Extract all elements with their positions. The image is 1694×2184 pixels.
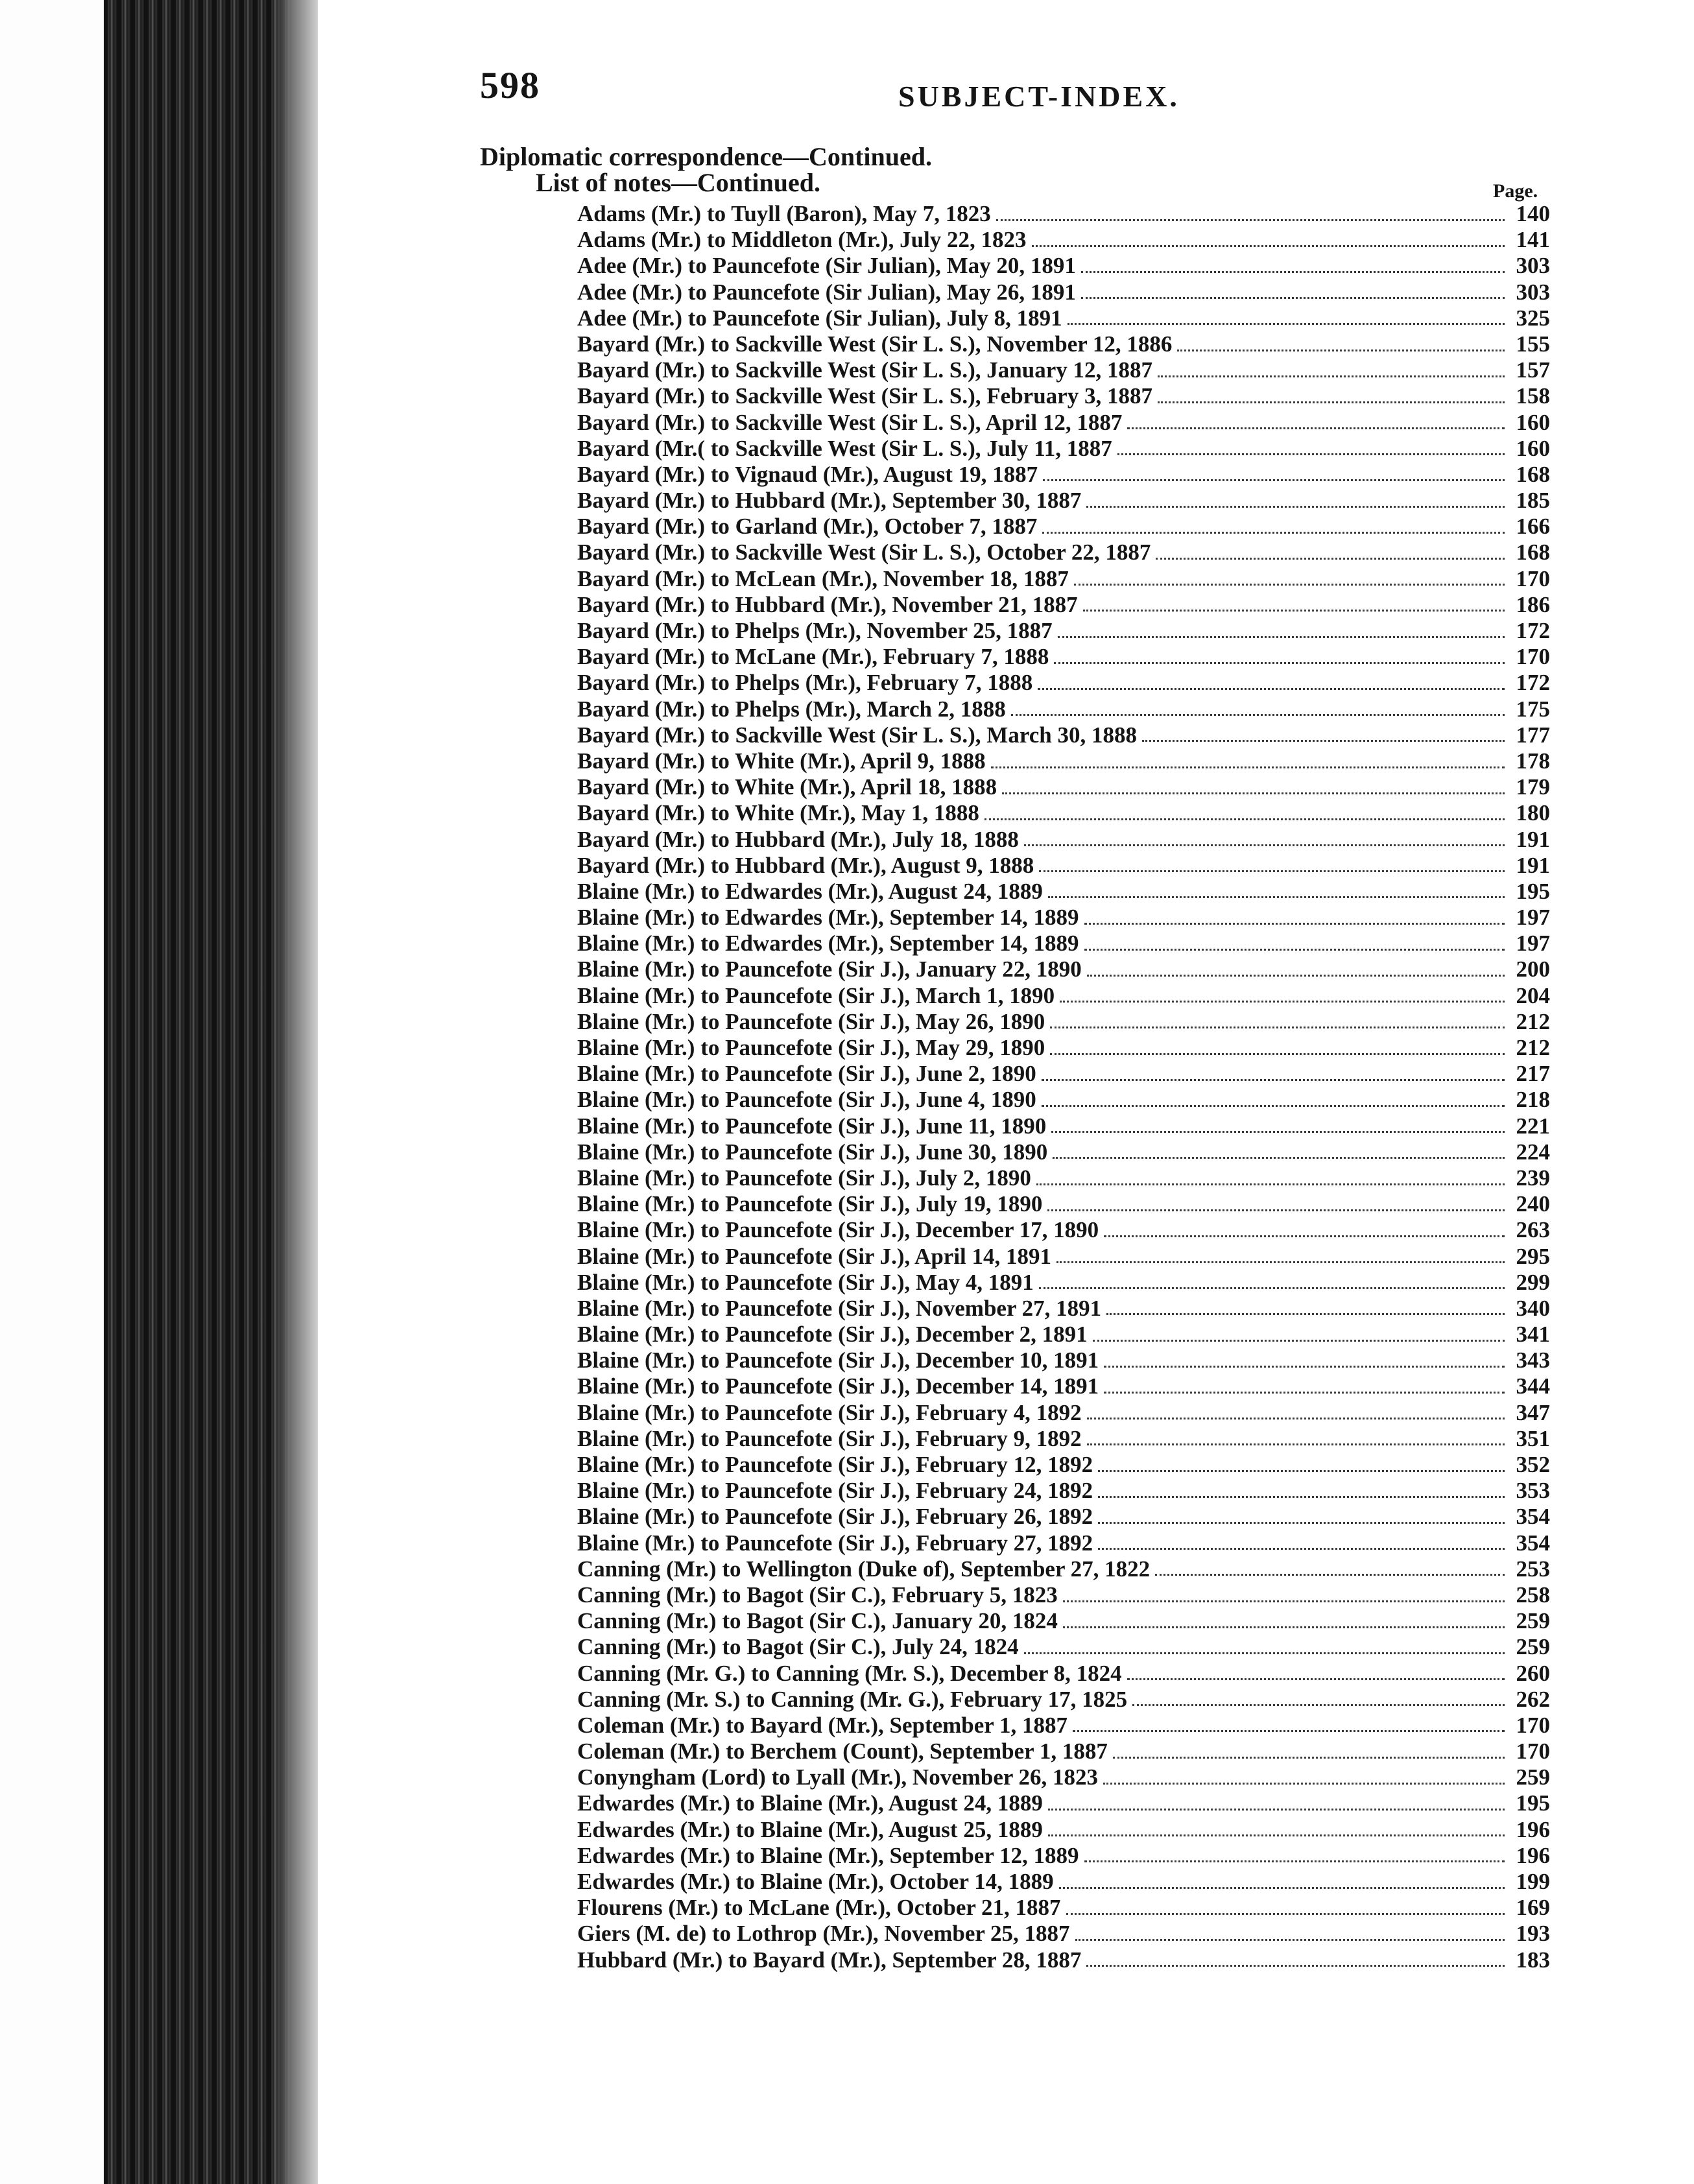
- index-entry-text: Bayard (Mr.) to Sackville West (Sir L. S.), February 3, 1887: [577, 383, 1152, 409]
- index-entry: [577, 1035, 1550, 1061]
- index-entry-page: 303: [1516, 253, 1550, 279]
- index-entry-text: Canning (Mr.) to Wellington (Duke of), September 27, 1822: [577, 1556, 1151, 1582]
- index-entry-text: Blaine (Mr.) to Pauncefote (Sir J.), December 2, 1891: [577, 1322, 1088, 1347]
- index-entry-list: [577, 201, 1550, 1973]
- index-entry: [577, 1504, 1550, 1530]
- index-entry-text: Blaine (Mr.) to Pauncefote (Sir J.), July 19, 1890: [577, 1191, 1043, 1217]
- index-entry: [577, 488, 1550, 514]
- index-entry-page: 240: [1516, 1191, 1550, 1217]
- index-entry-text: Adee (Mr.) to Pauncefote (Sir Julian), May 26, 1891: [577, 279, 1076, 305]
- dot-leader: [1177, 350, 1505, 351]
- index-entry-text: Bayard (Mr.) to Sackville West (Sir L. S.), March 30, 1888: [577, 722, 1137, 748]
- index-entry-text: Blaine (Mr.) to Pauncefote (Sir J.), February 24, 1892: [577, 1478, 1093, 1504]
- index-entry: [577, 253, 1550, 279]
- dot-leader: [1087, 1418, 1505, 1419]
- index-entry: [577, 1739, 1550, 1764]
- dot-leader: [1074, 584, 1505, 586]
- index-entry: [577, 827, 1550, 853]
- index-entry-page: 259: [1516, 1608, 1550, 1634]
- dot-leader: [1117, 453, 1505, 455]
- dot-leader: [1086, 1965, 1505, 1967]
- index-entry-text: Bayard (Mr.) to Sackville West (Sir L. S.), April 12, 1887: [577, 409, 1123, 435]
- index-entry: [577, 279, 1550, 305]
- index-entry-page: 195: [1516, 878, 1550, 904]
- index-entry-page: 140: [1516, 201, 1550, 226]
- dot-leader: [1087, 975, 1505, 977]
- dot-leader: [1024, 1652, 1505, 1654]
- index-entry: [577, 931, 1550, 956]
- index-entry: [577, 1087, 1550, 1113]
- index-entry-text: Bayard (Mr.) to White (Mr.), May 1, 1888: [577, 800, 979, 826]
- index-entry-page: 217: [1516, 1061, 1550, 1087]
- index-entry-text: Blaine (Mr.) to Pauncefote (Sir J.), December 17, 1890: [577, 1217, 1099, 1243]
- index-entry-page: 325: [1516, 305, 1550, 331]
- index-entry-text: Bayard (Mr.) to Vignaud (Mr.), August 19, 1887: [577, 461, 1038, 487]
- index-entry-text: Blaine (Mr.) to Pauncefote (Sir J.), February 12, 1892: [577, 1452, 1093, 1477]
- running-head: SUBJECT-INDEX.: [898, 80, 1180, 113]
- dot-leader: [1063, 1600, 1505, 1602]
- index-entry-text: Bayard (Mr.) to Sackville West (Sir L. S.), November 12, 1886: [577, 331, 1173, 357]
- index-entry-page: 212: [1516, 1035, 1550, 1060]
- dot-leader: [1039, 870, 1505, 872]
- index-entry-text: Canning (Mr. G.) to Canning (Mr. S.), December 8, 1824: [577, 1660, 1122, 1686]
- index-entry: [577, 1764, 1550, 1790]
- index-entry-page: 224: [1516, 1139, 1550, 1165]
- index-entry: [577, 1165, 1550, 1191]
- index-entry-text: Blaine (Mr.) to Pauncefote (Sir J.), February 4, 1892: [577, 1399, 1082, 1425]
- index-entry: [577, 1790, 1550, 1816]
- dot-leader: [1098, 1496, 1505, 1498]
- index-entry-text: Bayard (Mr.) to Phelps (Mr.), February 7, 1888: [577, 670, 1033, 696]
- index-entry-page: 183: [1516, 1947, 1550, 1973]
- index-entry-text: Adee (Mr.) to Pauncefote (Sir Julian), May 20, 1891: [577, 253, 1076, 279]
- index-entry-page: 354: [1516, 1504, 1550, 1530]
- index-entry-text: Blaine (Mr.) to Edwardes (Mr.), September 14, 1889: [577, 931, 1079, 956]
- index-entry-page: 179: [1516, 774, 1550, 800]
- dot-leader: [1155, 1574, 1505, 1576]
- dot-leader: [1059, 1887, 1505, 1889]
- index-entry: [577, 1373, 1550, 1399]
- index-entry: [577, 1426, 1550, 1452]
- dot-leader: [1024, 844, 1505, 846]
- dot-leader: [1083, 610, 1505, 611]
- dot-leader: [1066, 1913, 1505, 1915]
- index-entry: [577, 1244, 1550, 1270]
- index-entry-text: Bayard (Mr.) to Hubbard (Mr.), September 30, 1887: [577, 488, 1082, 514]
- dot-leader: [1093, 1340, 1505, 1342]
- index-entry: [577, 1270, 1550, 1296]
- index-entry-page: 170: [1516, 644, 1550, 670]
- index-entry: [577, 1582, 1550, 1608]
- index-entry: [577, 436, 1550, 462]
- dot-leader: [1073, 1730, 1505, 1732]
- index-entry-page: 180: [1516, 800, 1550, 826]
- dot-leader: [1036, 1183, 1505, 1185]
- index-entry: [577, 357, 1550, 383]
- index-entry-text: Blaine (Mr.) to Edwardes (Mr.), September 14, 1889: [577, 905, 1079, 931]
- dot-leader: [1132, 1704, 1505, 1706]
- index-entry-page: 172: [1516, 618, 1550, 643]
- index-entry-text: Canning (Mr.) to Bagot (Sir C.), July 24, 1824: [577, 1634, 1019, 1660]
- index-entry: [577, 1947, 1550, 1973]
- index-entry-text: Canning (Mr.) to Bagot (Sir C.), January 20, 1824: [577, 1608, 1058, 1634]
- dot-leader: [1075, 1939, 1505, 1941]
- dot-leader: [1042, 1079, 1505, 1081]
- index-entry-text: Blaine (Mr.) to Pauncefote (Sir J.), June 4, 1890: [577, 1087, 1036, 1113]
- index-entry-text: Hubbard (Mr.) to Bayard (Mr.), September 28, 1887: [577, 1947, 1082, 1973]
- index-entry-page: 303: [1516, 279, 1550, 305]
- index-entry-page: 200: [1516, 956, 1550, 982]
- index-entry-page: 260: [1516, 1660, 1550, 1686]
- dot-leader: [1086, 506, 1505, 508]
- index-entry-page: 352: [1516, 1452, 1550, 1477]
- index-entry: [577, 410, 1550, 436]
- dot-leader: [1156, 558, 1505, 560]
- index-entry-page: 258: [1516, 1582, 1550, 1608]
- index-entry-text: Blaine (Mr.) to Pauncefote (Sir J.), March 1, 1890: [577, 982, 1055, 1008]
- index-entry-text: Blaine (Mr.) to Pauncefote (Sir J.), June 2, 1890: [577, 1061, 1036, 1087]
- dot-leader: [1158, 375, 1505, 377]
- dot-leader: [1032, 245, 1505, 247]
- dot-leader: [1053, 1157, 1505, 1159]
- index-entry-text: Blaine (Mr.) to Pauncefote (Sir J.), February 27, 1892: [577, 1530, 1093, 1556]
- index-entry-text: Bayard (Mr.) to White (Mr.), April 9, 1888: [577, 748, 986, 774]
- index-entry-text: Bayard (Mr.) to Phelps (Mr.), March 2, 1888: [577, 696, 1006, 722]
- index-entry: [577, 956, 1550, 982]
- index-entry-text: Adams (Mr.) to Middleton (Mr.), July 22, 1823: [577, 227, 1027, 253]
- dot-leader: [1098, 1548, 1505, 1550]
- index-entry-text: Bayard (Mr.) to Sackville West (Sir L. S.), October 22, 1887: [577, 540, 1151, 565]
- index-entry-page: 212: [1516, 1008, 1550, 1034]
- index-entry-page: 168: [1516, 461, 1550, 487]
- index-entry-page: 204: [1516, 982, 1550, 1008]
- index-entry: [577, 905, 1550, 931]
- index-entry: [577, 1061, 1550, 1087]
- index-entry-page: 170: [1516, 1712, 1550, 1738]
- index-entry-page: 177: [1516, 722, 1550, 748]
- index-entry-page: 195: [1516, 1790, 1550, 1816]
- index-entry: [577, 331, 1550, 357]
- index-entry-page: 221: [1516, 1113, 1550, 1139]
- index-entry: [577, 722, 1550, 748]
- index-entry: [577, 1347, 1550, 1373]
- index-entry: [577, 1921, 1550, 1947]
- dot-leader: [1104, 1392, 1505, 1394]
- index-entry-page: 343: [1516, 1347, 1550, 1373]
- dot-leader: [1158, 401, 1505, 403]
- index-entry: [577, 566, 1550, 592]
- index-entry: [577, 1661, 1550, 1687]
- index-entry: [577, 644, 1550, 670]
- index-entry-text: Blaine (Mr.) to Pauncefote (Sir J.), June 11, 1890: [577, 1113, 1047, 1139]
- index-entry-text: Bayard (Mr.( to Sackville West (Sir L. S.), July 11, 1887: [577, 435, 1112, 461]
- dot-leader: [1002, 792, 1505, 794]
- index-entry-text: Blaine (Mr.) to Pauncefote (Sir J.), April 14, 1891: [577, 1243, 1052, 1269]
- index-entry-text: Blaine (Mr.) to Pauncefote (Sir J.), May 29, 1890: [577, 1035, 1045, 1060]
- index-entry-page: 262: [1516, 1686, 1550, 1712]
- dot-leader: [1048, 896, 1505, 898]
- index-entry-text: Blaine (Mr.) to Pauncefote (Sir J.), May 26, 1890: [577, 1008, 1045, 1034]
- index-entry-page: 259: [1516, 1634, 1550, 1660]
- dot-leader: [984, 818, 1505, 820]
- dot-leader: [1081, 271, 1505, 273]
- dot-leader: [1048, 1834, 1505, 1836]
- index-entry-text: Bayard (Mr.) to McLean (Mr.), November 18, 1887: [577, 565, 1069, 591]
- index-entry: [577, 983, 1550, 1009]
- dot-leader: [1084, 1860, 1505, 1862]
- index-entry: [577, 1634, 1550, 1660]
- index-entry-text: Coleman (Mr.) to Berchem (Count), September 1, 1887: [577, 1739, 1108, 1764]
- index-entry-page: 295: [1516, 1243, 1550, 1269]
- index-entry: [577, 800, 1550, 826]
- index-entry-page: 191: [1516, 826, 1550, 852]
- index-entry-text: Edwardes (Mr.) to Blaine (Mr.), October 14, 1889: [577, 1869, 1054, 1894]
- index-entry-text: Blaine (Mr.) to Pauncefote (Sir J.), December 14, 1891: [577, 1373, 1099, 1399]
- index-entry-text: Canning (Mr. S.) to Canning (Mr. G.), February 17, 1825: [577, 1686, 1128, 1712]
- dot-leader: [1098, 1522, 1505, 1524]
- index-entry: [577, 1452, 1550, 1478]
- dot-leader: [1042, 1105, 1505, 1107]
- index-entry-page: 347: [1516, 1399, 1550, 1425]
- index-entry-page: 199: [1516, 1869, 1550, 1894]
- index-entry: [577, 1843, 1550, 1869]
- dot-leader: [1081, 297, 1505, 299]
- index-entry-page: 191: [1516, 852, 1550, 878]
- dot-leader: [1042, 532, 1505, 534]
- index-entry-page: 196: [1516, 1842, 1550, 1868]
- index-entry-page: 168: [1516, 540, 1550, 565]
- index-entry: [577, 853, 1550, 879]
- index-entry: [577, 1817, 1550, 1843]
- index-entry: [577, 462, 1550, 488]
- index-entry-page: 170: [1516, 565, 1550, 591]
- dot-leader: [1068, 323, 1505, 325]
- index-entry: [577, 1869, 1550, 1895]
- index-entry-text: Blaine (Mr.) to Pauncefote (Sir J.), July 2, 1890: [577, 1165, 1031, 1191]
- dot-leader: [1104, 1235, 1505, 1237]
- dot-leader: [1056, 1261, 1505, 1263]
- index-entry: [577, 618, 1550, 644]
- index-entry: [577, 696, 1550, 722]
- index-entry-page: 160: [1516, 409, 1550, 435]
- index-entry-text: Blaine (Mr.) to Pauncefote (Sir J.), May 4, 1891: [577, 1269, 1034, 1295]
- index-entry: [577, 1895, 1550, 1921]
- index-entry-text: Blaine (Mr.) to Pauncefote (Sir J.), December 10, 1891: [577, 1347, 1099, 1373]
- dot-leader: [1127, 1678, 1505, 1680]
- index-entry-page: 239: [1516, 1165, 1550, 1191]
- dot-leader: [1047, 1209, 1505, 1211]
- dot-leader: [1058, 636, 1505, 638]
- dot-leader: [1084, 949, 1505, 951]
- index-entry: [577, 383, 1550, 409]
- index-entry-text: Bayard (Mr.) to Hubbard (Mr.), November 21, 1887: [577, 591, 1078, 617]
- index-entry-page: 157: [1516, 357, 1550, 383]
- dot-leader: [1050, 1053, 1505, 1055]
- index-entry-text: Bayard (Mr.) to Hubbard (Mr.), August 9, 1888: [577, 852, 1034, 878]
- index-entry-text: Adee (Mr.) to Pauncefote (Sir Julian), July 8, 1891: [577, 305, 1062, 331]
- index-entry-page: 299: [1516, 1269, 1550, 1295]
- index-entry-page: 170: [1516, 1739, 1550, 1764]
- index-entry: [577, 774, 1550, 800]
- index-entry: [577, 1400, 1550, 1426]
- index-entry: [577, 1322, 1550, 1347]
- index-entry-text: Giers (M. de) to Lothrop (Mr.), November 25, 1887: [577, 1921, 1070, 1947]
- index-entry-text: Blaine (Mr.) to Pauncefote (Sir J.), February 26, 1892: [577, 1504, 1093, 1530]
- index-entry-text: Bayard (Mr.) to Sackville West (Sir L. S.), January 12, 1887: [577, 357, 1153, 383]
- index-entry-page: 158: [1516, 383, 1550, 409]
- book-spine: [104, 0, 318, 2184]
- index-entry-text: Blaine (Mr.) to Edwardes (Mr.), August 24, 1889: [577, 878, 1043, 904]
- index-entry: [577, 670, 1550, 696]
- index-entry: [577, 879, 1550, 905]
- index-entry: [577, 540, 1550, 565]
- dot-leader: [1063, 1626, 1505, 1628]
- index-entry-text: Bayard (Mr.) to Hubbard (Mr.), July 18, 1888: [577, 826, 1019, 852]
- index-entry: [577, 1608, 1550, 1634]
- dot-leader: [1087, 1443, 1505, 1445]
- index-entry: [577, 748, 1550, 774]
- index-entry-page: 197: [1516, 931, 1550, 956]
- index-entry-page: 166: [1516, 514, 1550, 540]
- index-entry-text: Adams (Mr.) to Tuyll (Baron), May 7, 1823: [577, 201, 991, 226]
- index-entry-text: Coleman (Mr.) to Bayard (Mr.), September 1, 1887: [577, 1712, 1068, 1738]
- section-subheading: List of notes—Continued.: [536, 168, 820, 197]
- index-entry-page: 196: [1516, 1816, 1550, 1842]
- index-entry: [577, 1478, 1550, 1504]
- index-entry-page: 351: [1516, 1425, 1550, 1451]
- index-entry-text: Blaine (Mr.) to Pauncefote (Sir J.), November 27, 1891: [577, 1295, 1102, 1321]
- index-entry: [577, 592, 1550, 618]
- index-entry: [577, 305, 1550, 331]
- dot-leader: [1103, 1783, 1505, 1785]
- index-entry: [577, 227, 1550, 253]
- dot-leader: [1038, 688, 1505, 690]
- dot-leader: [1098, 1470, 1505, 1472]
- index-entry-page: 178: [1516, 748, 1550, 774]
- index-entry: [577, 514, 1550, 540]
- index-entry: [577, 1191, 1550, 1217]
- index-entry: [577, 1139, 1550, 1165]
- index-entry-text: Bayard (Mr.) to White (Mr.), April 18, 1888: [577, 774, 997, 800]
- page-column-label: Page.: [1493, 180, 1538, 202]
- dot-leader: [1113, 1757, 1505, 1759]
- dot-leader: [1051, 1131, 1505, 1133]
- index-entry-page: 340: [1516, 1295, 1550, 1321]
- dot-leader: [1048, 1809, 1505, 1810]
- dot-leader: [1106, 1313, 1505, 1315]
- index-entry-text: Bayard (Mr.) to McLane (Mr.), February 7, 1888: [577, 644, 1049, 670]
- index-entry-text: Blaine (Mr.) to Pauncefote (Sir J.), June 30, 1890: [577, 1139, 1048, 1165]
- index-entry: [577, 1713, 1550, 1739]
- index-entry-page: 341: [1516, 1322, 1550, 1347]
- index-entry-page: 197: [1516, 905, 1550, 931]
- index-entry-text: Conyngham (Lord) to Lyall (Mr.), November 26, 1823: [577, 1764, 1099, 1790]
- index-entry-page: 175: [1516, 696, 1550, 722]
- index-entry-text: Bayard (Mr.) to Garland (Mr.), October 7, 1887: [577, 514, 1038, 540]
- dot-leader: [1104, 1366, 1505, 1368]
- index-entry-text: Blaine (Mr.) to Pauncefote (Sir J.), January 22, 1890: [577, 956, 1082, 982]
- index-entry-text: Bayard (Mr.) to Phelps (Mr.), November 25, 1887: [577, 618, 1053, 643]
- index-entry-page: 186: [1516, 591, 1550, 617]
- index-entry-page: 263: [1516, 1217, 1550, 1243]
- index-entry: [577, 1687, 1550, 1713]
- index-entry-text: Flourens (Mr.) to McLane (Mr.), October 21, 1887: [577, 1895, 1061, 1921]
- section-heading: Diplomatic correspondence—Continued.: [480, 142, 933, 171]
- page-edge: [0, 0, 104, 2184]
- index-entry-page: 185: [1516, 488, 1550, 514]
- dot-leader: [1043, 479, 1505, 481]
- index-entry: [577, 1296, 1550, 1322]
- index-entry-page: 253: [1516, 1556, 1550, 1582]
- index-entry: [577, 1217, 1550, 1243]
- dot-leader: [1084, 923, 1505, 925]
- index-entry-text: Edwardes (Mr.) to Blaine (Mr.), September 12, 1889: [577, 1842, 1079, 1868]
- index-entry-page: 259: [1516, 1764, 1550, 1790]
- dot-leader: [1039, 1287, 1505, 1289]
- index-entry-page: 172: [1516, 670, 1550, 696]
- index-entry-page: 193: [1516, 1921, 1550, 1947]
- index-entry: [577, 201, 1550, 227]
- index-entry-page: 218: [1516, 1087, 1550, 1113]
- dot-leader: [1054, 662, 1505, 664]
- index-entry: [577, 1113, 1550, 1139]
- index-entry-text: Edwardes (Mr.) to Blaine (Mr.), August 25, 1889: [577, 1816, 1043, 1842]
- index-entry-text: Canning (Mr.) to Bagot (Sir C.), February 5, 1823: [577, 1582, 1058, 1608]
- index-entry-page: 141: [1516, 227, 1550, 253]
- dot-leader: [996, 219, 1505, 221]
- dot-leader: [1050, 1027, 1505, 1028]
- index-entry-page: 344: [1516, 1373, 1550, 1399]
- index-entry-text: Edwardes (Mr.) to Blaine (Mr.), August 24, 1889: [577, 1790, 1043, 1816]
- index-entry: [577, 1556, 1550, 1582]
- page-number: 598: [480, 64, 540, 106]
- index-entry: [577, 1530, 1550, 1556]
- index-entry-text: Blaine (Mr.) to Pauncefote (Sir J.), February 9, 1892: [577, 1425, 1082, 1451]
- index-entry-page: 169: [1516, 1895, 1550, 1921]
- index-entry-page: 354: [1516, 1530, 1550, 1556]
- index-entry: [577, 1009, 1550, 1035]
- dot-leader: [1142, 740, 1505, 742]
- dot-leader: [1127, 427, 1505, 429]
- index-entry-page: 353: [1516, 1478, 1550, 1504]
- dot-leader: [1011, 714, 1505, 716]
- dot-leader: [1060, 1001, 1505, 1003]
- dot-leader: [991, 766, 1505, 768]
- index-entry-page: 155: [1516, 331, 1550, 357]
- index-entry-page: 160: [1516, 435, 1550, 461]
